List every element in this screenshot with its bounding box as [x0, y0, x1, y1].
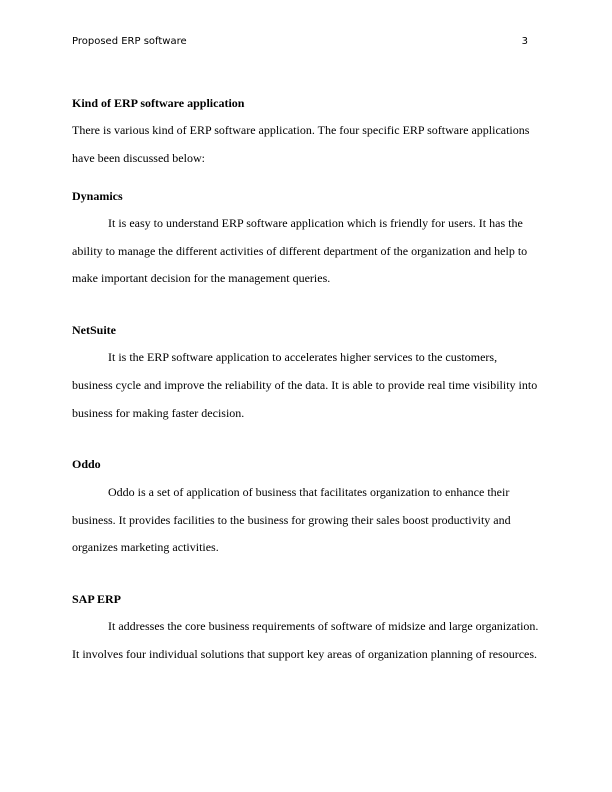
section-heading-dynamics: Dynamics: [72, 189, 123, 203]
section-heading-kind-of-erp: Kind of ERP software application: [72, 96, 245, 110]
paragraph-line: business. It provides facilities to the business for growing their sales boost productivity and: [72, 513, 511, 527]
paragraph-line: have been discussed below:: [72, 151, 205, 165]
paragraph-line: It involves four individual solutions that support key areas of organization planning of resources.: [72, 647, 538, 661]
paragraph-line: Oddo is a set of application of business that facilitates organization to enhance their: [108, 485, 510, 499]
section-heading-oddo: Oddo: [72, 457, 101, 471]
page-number: 3: [521, 36, 528, 47]
running-header: [72, 36, 528, 50]
paragraph-line: It addresses the core business requirements of software of midsize and large organization.: [108, 619, 539, 633]
paragraph-line: It is the ERP software application to accelerates higher services to the customers,: [108, 350, 498, 364]
section-heading-sap-erp: SAP ERP: [72, 592, 122, 606]
paragraph-line: ability to manage the different activities of different department of the organization and help to: [72, 244, 528, 258]
paragraph-line: make important decision for the management queries.: [72, 271, 331, 285]
running-title: Proposed ERP software: [72, 36, 187, 47]
paragraph-line: There is various kind of ERP software application. The four specific ERP software applications: [72, 123, 530, 137]
section-heading-netsuite: NetSuite: [72, 323, 116, 337]
paragraph-line: It is easy to understand ERP software application which is friendly for users. It has the: [108, 216, 523, 230]
paragraph-line: business for making faster decision.: [72, 406, 245, 420]
paragraph-line: organizes marketing activities.: [72, 540, 219, 554]
paragraph-line: business cycle and improve the reliability of the data. It is able to provide real time visibility into: [72, 378, 538, 392]
